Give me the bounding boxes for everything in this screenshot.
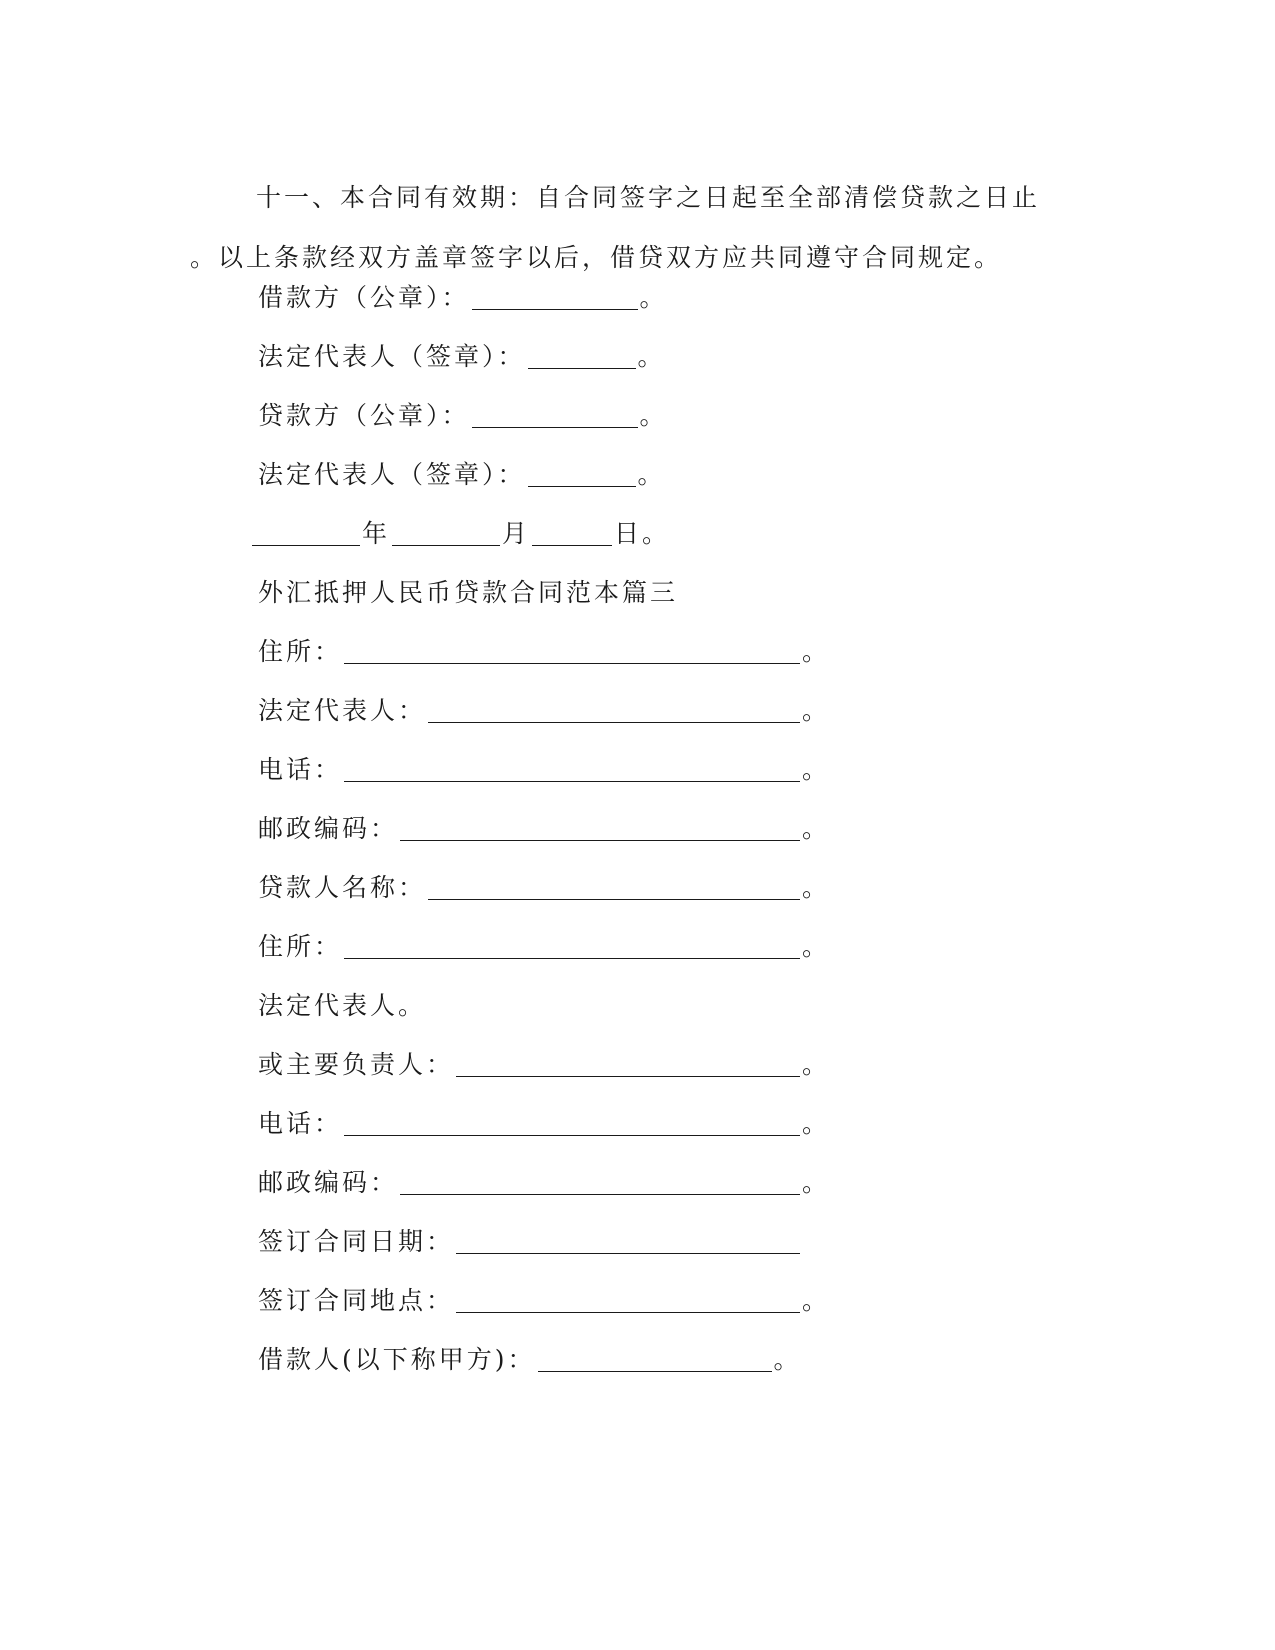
year-label: 年 (362, 519, 391, 548)
day-label: 日。 (614, 519, 671, 548)
day-blank[interactable] (532, 517, 612, 546)
form-line-lender-name (258, 868, 827, 908)
input-blank[interactable] (344, 930, 800, 959)
clause-text-1: 十一、本合同有效期：自合同签字之日起至全部清偿贷款之日止 (256, 183, 1041, 212)
field-end: 。 (802, 637, 828, 666)
input-blank[interactable] (428, 694, 800, 723)
form-line-phone-2 (258, 1104, 827, 1144)
field-end: 。 (802, 1109, 828, 1138)
field-label: 法定代表人： (258, 696, 427, 725)
field-label: 电话： (258, 1109, 343, 1138)
year-blank[interactable] (252, 517, 360, 546)
form-line-phone (258, 750, 827, 790)
signature-blank[interactable] (472, 281, 638, 310)
field-label: 借款人(以下称甲方)： (258, 1345, 536, 1374)
field-label: 签订合同地点： (258, 1286, 455, 1315)
borrower-seal-field (258, 278, 665, 318)
form-line-sign-date (258, 1222, 802, 1262)
field-label: 法定代表人。 (258, 991, 427, 1020)
field-label: 邮政编码： (258, 814, 399, 843)
form-line-principal (258, 1045, 827, 1085)
field-label: 贷款方（公章）： (258, 401, 470, 430)
field-end: 。 (802, 755, 828, 784)
input-blank[interactable] (344, 1107, 800, 1136)
field-label: 住所： (258, 932, 343, 961)
input-blank[interactable] (344, 635, 800, 664)
field-label: 或主要负责人： (258, 1050, 455, 1079)
input-blank[interactable] (400, 1166, 800, 1195)
input-blank[interactable] (456, 1225, 800, 1254)
field-end: 。 (637, 342, 663, 371)
field-label: 借款方（公章）： (258, 283, 470, 312)
date-line (250, 514, 670, 554)
clause-text-2: 。以上条款经双方盖章签字以后，借贷双方应共同遵守合同规定。 (190, 243, 1003, 272)
field-end: 。 (639, 283, 665, 312)
month-blank[interactable] (392, 517, 500, 546)
month-label: 月 (502, 519, 531, 548)
field-label: 邮政编码： (258, 1168, 399, 1197)
form-line-postal-code (258, 809, 827, 849)
field-end: 。 (802, 1050, 828, 1079)
input-blank[interactable] (344, 753, 800, 782)
field-end: 。 (802, 873, 828, 902)
contract-clause-paragraph (190, 168, 1090, 288)
form-line-sign-place (258, 1281, 827, 1321)
section-title-text: 外汇抵押人民币贷款合同范本篇三 (258, 578, 679, 607)
signature-blank[interactable] (472, 399, 638, 428)
clause-line-1 (190, 168, 1090, 228)
input-blank[interactable] (456, 1284, 800, 1313)
field-label: 住所： (258, 637, 343, 666)
field-end: 。 (802, 814, 828, 843)
form-line-postal-code-2 (258, 1163, 827, 1203)
legal-rep-signature-field-1 (258, 337, 663, 377)
form-line-address (258, 632, 827, 672)
form-line-borrower (258, 1340, 799, 1380)
field-end: 。 (773, 1345, 799, 1374)
form-line-legal-rep (258, 691, 827, 731)
field-label: 贷款人名称： (258, 873, 427, 902)
field-end: 。 (802, 932, 828, 961)
input-blank[interactable] (456, 1048, 800, 1077)
field-label: 签订合同日期： (258, 1227, 455, 1256)
field-end: 。 (802, 696, 828, 725)
form-line-address-2 (258, 927, 827, 967)
field-label: 法定代表人（签章）： (258, 460, 526, 489)
input-blank[interactable] (400, 812, 800, 841)
legal-rep-signature-field-2 (258, 455, 663, 495)
signature-blank[interactable] (528, 340, 636, 369)
field-label: 法定代表人（签章）： (258, 342, 526, 371)
input-blank[interactable] (428, 871, 800, 900)
field-end: 。 (637, 460, 663, 489)
field-end: 。 (802, 1286, 828, 1315)
form-line-legal-rep-2 (258, 986, 426, 1026)
field-end: 。 (802, 1168, 828, 1197)
field-label: 电话： (258, 755, 343, 784)
signature-blank[interactable] (528, 458, 636, 487)
section-title (258, 573, 678, 613)
input-blank[interactable] (538, 1343, 772, 1372)
lender-seal-field (258, 396, 665, 436)
field-end: 。 (639, 401, 665, 430)
